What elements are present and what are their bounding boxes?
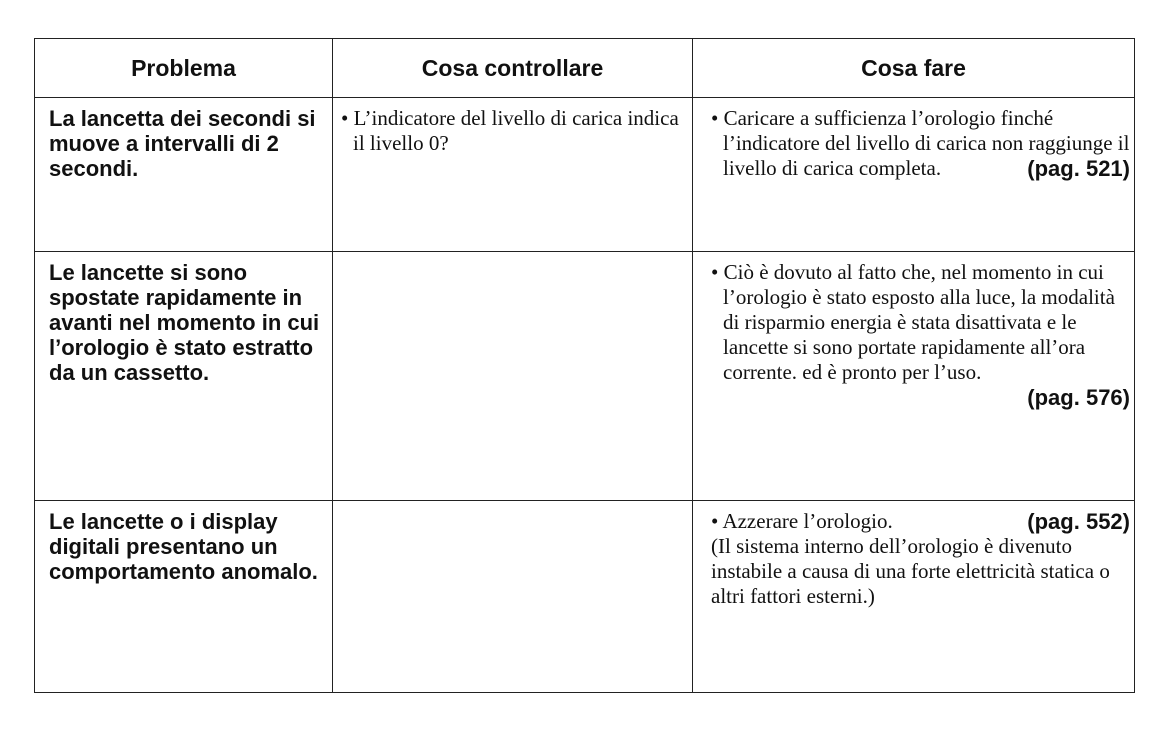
problem-cell	[35, 252, 333, 501]
header-check: Cosa controllare	[333, 39, 693, 98]
action-cell	[693, 98, 1135, 252]
page-reference: (pag. 552)	[1027, 509, 1130, 534]
check-cell	[333, 252, 693, 501]
problem-cell	[35, 501, 333, 693]
table-row	[35, 98, 1135, 252]
header-row	[35, 39, 1135, 98]
action-cell	[693, 252, 1135, 501]
action-cell	[693, 501, 1135, 693]
page-reference: (pag. 521)	[1027, 156, 1130, 181]
header-action: Cosa fare	[693, 39, 1135, 98]
check-cell	[333, 501, 693, 693]
problem-cell	[35, 98, 333, 252]
action-text: • Ciò è dovuto al fatto che, nel momento in cui l’orologio è stato esposto alla luce, la modalità di risparmio energia è stata disattivata e le lancette si sono portate rapidamente all’ora corrente. ed è pronto per l’uso.	[711, 260, 1115, 384]
problem-text: Le lancette o i display digitali presentano un comportamento anomalo.	[49, 509, 318, 584]
header-problem: Problema	[35, 39, 333, 98]
action-text: • Azzerare l’orologio. (pag. 552)	[711, 509, 1130, 534]
check-cell	[333, 98, 693, 252]
troubleshooting-table	[34, 38, 1135, 693]
table-row	[35, 501, 1135, 693]
check-text: • L’indicatore del livello di carica indica il livello 0?	[341, 106, 679, 155]
problem-text: Le lancette si sono spostate rapidamente in avanti nel momento in cui l’orologio è stato estratto da un cassetto.	[49, 260, 320, 385]
page-reference: (pag. 576)	[1027, 385, 1130, 410]
table-row	[35, 252, 1135, 501]
action-text: • Caricare a sufficienza l’orologio finché l’indicatore del livello di carica non raggiunge il livello di carica completa. (pag. 521)	[711, 106, 1130, 181]
problem-text: La lancetta dei secondi si muove a intervalli di 2 secondi.	[49, 106, 316, 181]
action-note: (Il sistema interno dell’orologio è divenuto instabile a causa di una forte elettricità statica o altri fattori esterni.)	[711, 534, 1110, 608]
